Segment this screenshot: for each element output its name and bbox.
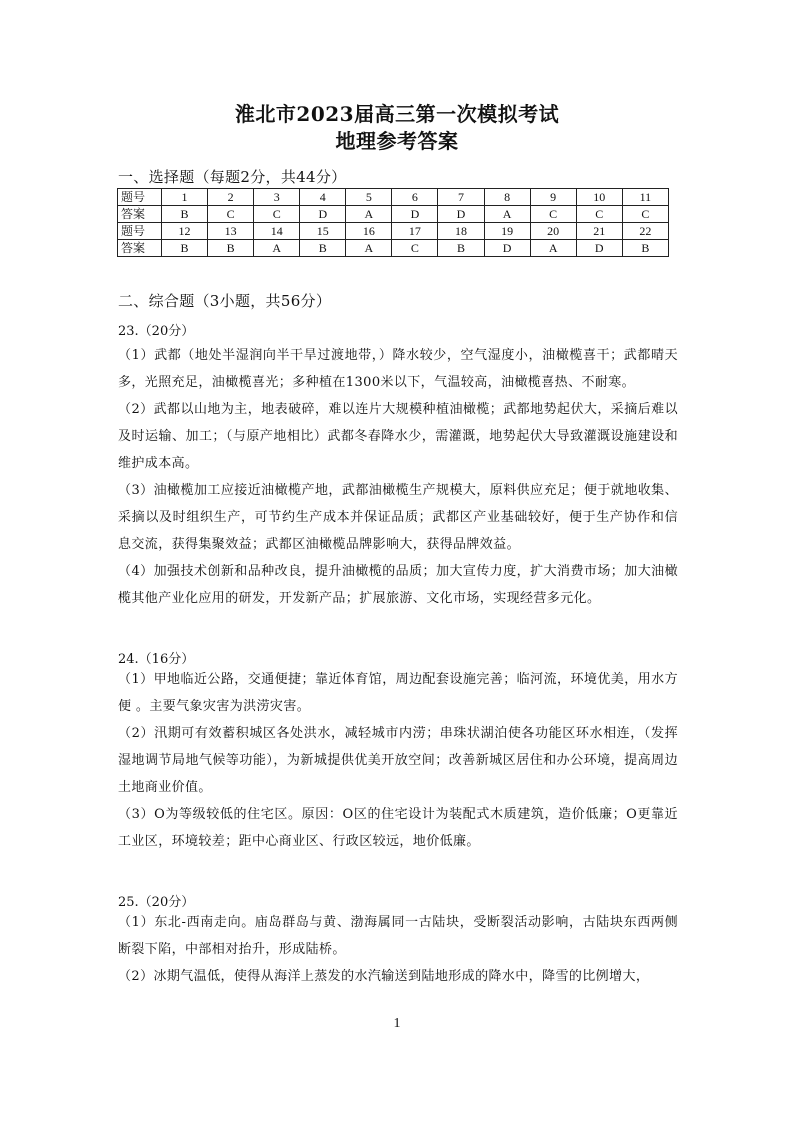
answer-table-cell: 5: [346, 189, 392, 206]
answer-table-cell: D: [484, 240, 530, 257]
answer-table-cell: B: [208, 240, 254, 257]
answer-table-cell: 22: [622, 223, 668, 240]
answer-table-cell: 15: [300, 223, 346, 240]
answer-key-table: [117, 188, 669, 257]
page-number: 1: [393, 1016, 401, 1031]
answer-table-cell: 11: [622, 189, 668, 206]
answer-table-cell: A: [254, 240, 300, 257]
answer-table-cell: 8: [484, 189, 530, 206]
answer-table-cell: 18: [438, 223, 484, 240]
answer-table-cell: B: [300, 240, 346, 257]
answer-table-cell: D: [300, 206, 346, 223]
answer-table-cell: 12: [162, 223, 208, 240]
answer-table-cell: 17: [392, 223, 438, 240]
q23-answer-2: （2）武都以山地为主，地表破碎，难以连片大规模种植油橄榄；武都地势起伏大，采摘后难以及时运输、加工；（与原产地相比）武都冬春降水少，需灌溉，地势起伏大导致灌溉设施建设和维护成本高。: [118, 402, 678, 471]
answer-table-cell: C: [254, 206, 300, 223]
answer-table-row-label: 答案: [118, 206, 162, 223]
exam-subtitle: 地理参考答案: [335, 129, 459, 153]
answer-table-cell: C: [208, 206, 254, 223]
answer-table-cell: B: [438, 240, 484, 257]
q23-answer-3: （3）油橄榄加工应接近油橄榄产地，武都油橄榄生产规模大，原料供应充足；便于就地收集、采摘以及时组织生产，可节约生产成本并保证品质；武都区产业基础较好，便于生产协作和信息交流，获得集聚效益；武都区油橄榄品牌影响大，获得品牌效益。: [118, 483, 678, 552]
q25-answer-1: （1）东北-西南走向。庙岛群岛与黄、渤海属同一古陆块，受断裂活动影响，古陆块东西两侧断裂下陷，中部相对抬升，形成陆桥。: [118, 915, 678, 957]
answer-table-row: [118, 223, 669, 240]
answer-table-cell: D: [576, 240, 622, 257]
answer-table-cell: 4: [300, 189, 346, 206]
answer-table-cell: 16: [346, 223, 392, 240]
answer-table-cell: C: [576, 206, 622, 223]
q24-answer-3: （3）O为等级较低的住宅区。原因：O区的住宅设计为装配式木质建筑，造价低廉；O更靠近工业区，环境较差；距中心商业区、行政区较远，地价低廉。: [118, 807, 678, 849]
answer-table-cell: 10: [576, 189, 622, 206]
answer-table-cell: D: [438, 206, 484, 223]
exam-title: 淮北市2023届高三第一次模拟考试: [234, 102, 560, 126]
q25-heading: 25.（20分）: [118, 895, 195, 910]
q24-heading: 24.（16分）: [118, 652, 195, 667]
answer-table-cell: 7: [438, 189, 484, 206]
answer-table-cell: A: [484, 206, 530, 223]
answer-table-cell: C: [622, 206, 668, 223]
q24-answer-2: （2）汛期可有效蓄积城区各处洪水，减轻城市内涝；串珠状湖泊使各功能区环水相连，（发挥湿地调节局地气候等功能），为新城提供优美开放空间；改善新城区居住和办公环境，提高周边土地商业价值。: [118, 726, 678, 795]
answer-table-row-label: 题号: [118, 189, 162, 206]
answer-table-cell: 1: [162, 189, 208, 206]
answer-table-cell: C: [530, 206, 576, 223]
section-comprehensive-heading: 二、综合题（3小题，共56分）: [118, 292, 332, 310]
answer-table-cell: A: [346, 240, 392, 257]
answer-table-row: [118, 189, 669, 206]
answer-table-row: [118, 240, 669, 257]
answer-table-cell: B: [162, 240, 208, 257]
q23-heading: 23.（20分）: [118, 324, 195, 339]
answer-table-cell: 19: [484, 223, 530, 240]
answer-table-cell: A: [530, 240, 576, 257]
section-multiple-choice-heading: 一、选择题（每题2分，共44分）: [118, 168, 347, 186]
answer-table-cell: A: [346, 206, 392, 223]
answer-table-cell: 13: [208, 223, 254, 240]
answer-table-cell: B: [162, 206, 208, 223]
answer-table-row-label: 答案: [118, 240, 162, 257]
q25-answer-2: （2）冰期气温低，使得从海洋上蒸发的水汽输送到陆地形成的降水中，降雪的比例增大，: [118, 969, 650, 984]
answer-table-cell: 20: [530, 223, 576, 240]
answer-table-cell: 2: [208, 189, 254, 206]
q23-answer-4: （4）加强技术创新和品种改良，提升油橄榄的品质；加大宣传力度，扩大消费市场；加大油橄榄其他产业化应用的研发，开发新产品；扩展旅游、文化市场，实现经营多元化。: [118, 564, 678, 606]
answer-table-cell: C: [392, 240, 438, 257]
answer-table-row: [118, 206, 669, 223]
answer-table-cell: 3: [254, 189, 300, 206]
answer-table-cell: 14: [254, 223, 300, 240]
answer-table-cell: 21: [576, 223, 622, 240]
answer-table-cell: B: [622, 240, 668, 257]
answer-table-row-label: 题号: [118, 223, 162, 240]
answer-table-cell: 6: [392, 189, 438, 206]
answer-table-cell: D: [392, 206, 438, 223]
answer-table-cell: 9: [530, 189, 576, 206]
q24-answer-1: （1）甲地临近公路，交通便捷；靠近体育馆，周边配套设施完善；临河流，环境优美，用水方便 。主要气象灾害为洪涝灾害。: [118, 672, 678, 714]
q23-answer-1: （1）武都（地处半湿润向半干旱过渡地带，）降水较少，空气湿度小，油橄榄喜干；武都晴天多，光照充足，油橄榄喜光；多种植在1300米以下，气温较高，油橄榄喜热、不耐寒。: [118, 348, 678, 390]
